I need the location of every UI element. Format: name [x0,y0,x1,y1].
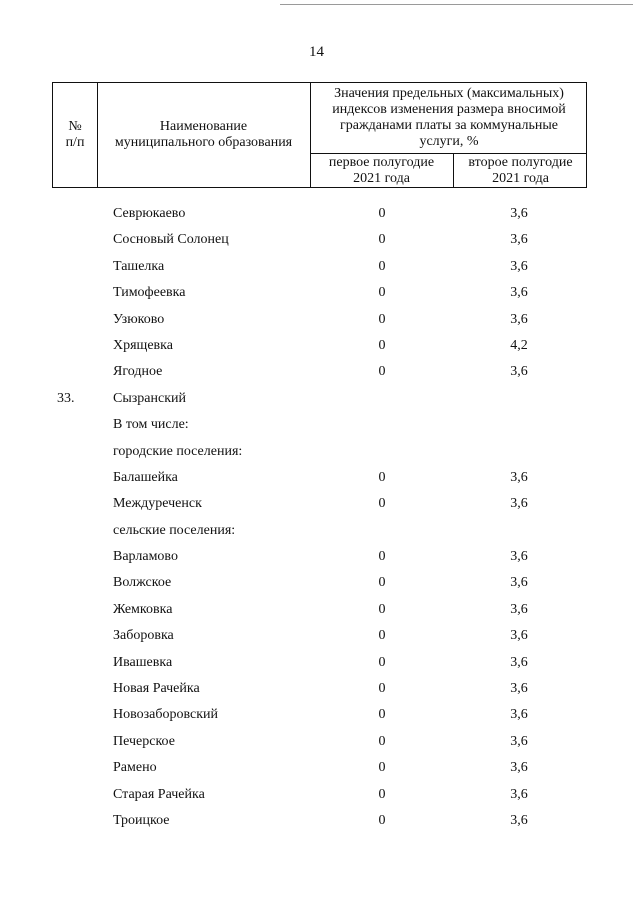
header-col-number: № п/п [65,119,85,150]
second-half-value: 3,6 [510,206,528,221]
first-half-value: 0 [378,654,386,670]
header-divider [310,153,586,154]
table-row [0,679,633,705]
first-half-value: 0 [378,733,386,749]
second-half-value: 3,6 [510,760,528,776]
first-half-value: 0 [378,258,386,274]
table-row [0,283,633,309]
municipality-name: Заборовка [113,628,174,644]
header-col-first-half: первое полугодие 2021 года [328,155,435,186]
second-half-value: 3,6 [510,681,528,697]
table-row [0,204,633,230]
municipality-name: Старая Рачейка [113,786,205,802]
municipality-name: Новая Рачейка [113,681,200,697]
first-half-value: 0 [378,601,386,617]
table-row [0,336,633,362]
municipality-name: сельские поселения: [113,522,236,538]
table-row [0,626,633,652]
municipality-name: Сызранский [113,390,186,406]
table-row [0,310,633,336]
table-header [52,82,587,188]
scan-edge-line [280,4,633,5]
second-half-value: 3,6 [510,654,528,670]
table-row [0,705,633,731]
municipality-name: Ивашевка [113,654,173,670]
second-half-value: 3,6 [510,285,528,301]
table-row [0,362,633,388]
municipality-name: Жемковка [113,601,173,617]
table-row [0,389,633,415]
first-half-value: 0 [378,575,386,591]
table-body [0,204,633,837]
municipality-name: Тимофеевка [113,285,186,301]
row-number: 33. [57,390,75,406]
second-half-value: 3,6 [510,232,528,248]
municipality-name: Балашейка [113,469,178,485]
header-col-index-values: Значения предельных (максимальных) индексов изменения размера вносимой гражданами платы за коммунальные услуги, % [332,86,566,149]
municipality-name: Междуреченск [113,496,202,512]
table-row [0,547,633,573]
municipality-name: Хрящевка [113,337,173,353]
second-half-value: 3,6 [510,786,528,802]
table-row [0,600,633,626]
second-half-value: 3,6 [510,601,528,617]
table-row [0,415,633,441]
first-half-value: 0 [378,311,386,327]
table-row [0,442,633,468]
second-half-value: 3,6 [510,733,528,749]
first-half-value: 0 [378,786,386,802]
second-half-value: 3,6 [510,575,528,591]
municipality-name: В том числе: [113,417,189,433]
first-half-value: 0 [378,337,386,353]
municipality-name: Ягодное [113,364,163,380]
table-row [0,785,633,811]
table-row [0,758,633,784]
second-half-value: 4,2 [510,337,528,353]
first-half-value: 0 [378,812,386,828]
municipality-name: Печерское [113,733,175,749]
second-half-value: 3,6 [510,364,528,380]
header-col-municipality: Наименование муниципального образования [114,119,293,150]
second-half-value: 3,6 [510,258,528,274]
page-number: 14 [309,44,324,60]
second-half-value: 3,6 [510,628,528,644]
second-half-value: 3,6 [510,549,528,565]
municipality-name: Сосновый Солонец [113,232,229,248]
first-half-value: 0 [378,707,386,723]
table-row [0,230,633,256]
first-half-value: 0 [378,285,386,301]
first-half-value: 0 [378,760,386,776]
first-half-value: 0 [378,206,386,221]
second-half-value: 3,6 [510,707,528,723]
table-row [0,653,633,679]
header-col-second-half: второе полугодие 2021 года [468,155,573,186]
municipality-name: Ташелка [113,258,165,274]
municipality-name: Троицкое [113,812,170,828]
municipality-name: Рамено [113,760,157,776]
table-row [0,732,633,758]
table-row [0,573,633,599]
second-half-value: 3,6 [510,496,528,512]
municipality-name: Узюково [113,311,165,327]
municipality-name: Варламово [113,549,178,565]
first-half-value: 0 [378,364,386,380]
first-half-value: 0 [378,628,386,644]
first-half-value: 0 [378,232,386,248]
table-row [0,521,633,547]
first-half-value: 0 [378,469,386,485]
table-row [0,468,633,494]
municipality-name: Севрюкаево [113,206,186,221]
second-half-value: 3,6 [510,469,528,485]
municipality-name: Волжское [113,575,172,591]
second-half-value: 3,6 [510,812,528,828]
first-half-value: 0 [378,549,386,565]
table-row [0,494,633,520]
second-half-value: 3,6 [510,311,528,327]
first-half-value: 0 [378,496,386,512]
table-row [0,257,633,283]
municipality-name: Новозаборовский [113,707,219,723]
table-row [0,811,633,837]
municipality-name: городские поселения: [113,443,243,459]
first-half-value: 0 [378,681,386,697]
